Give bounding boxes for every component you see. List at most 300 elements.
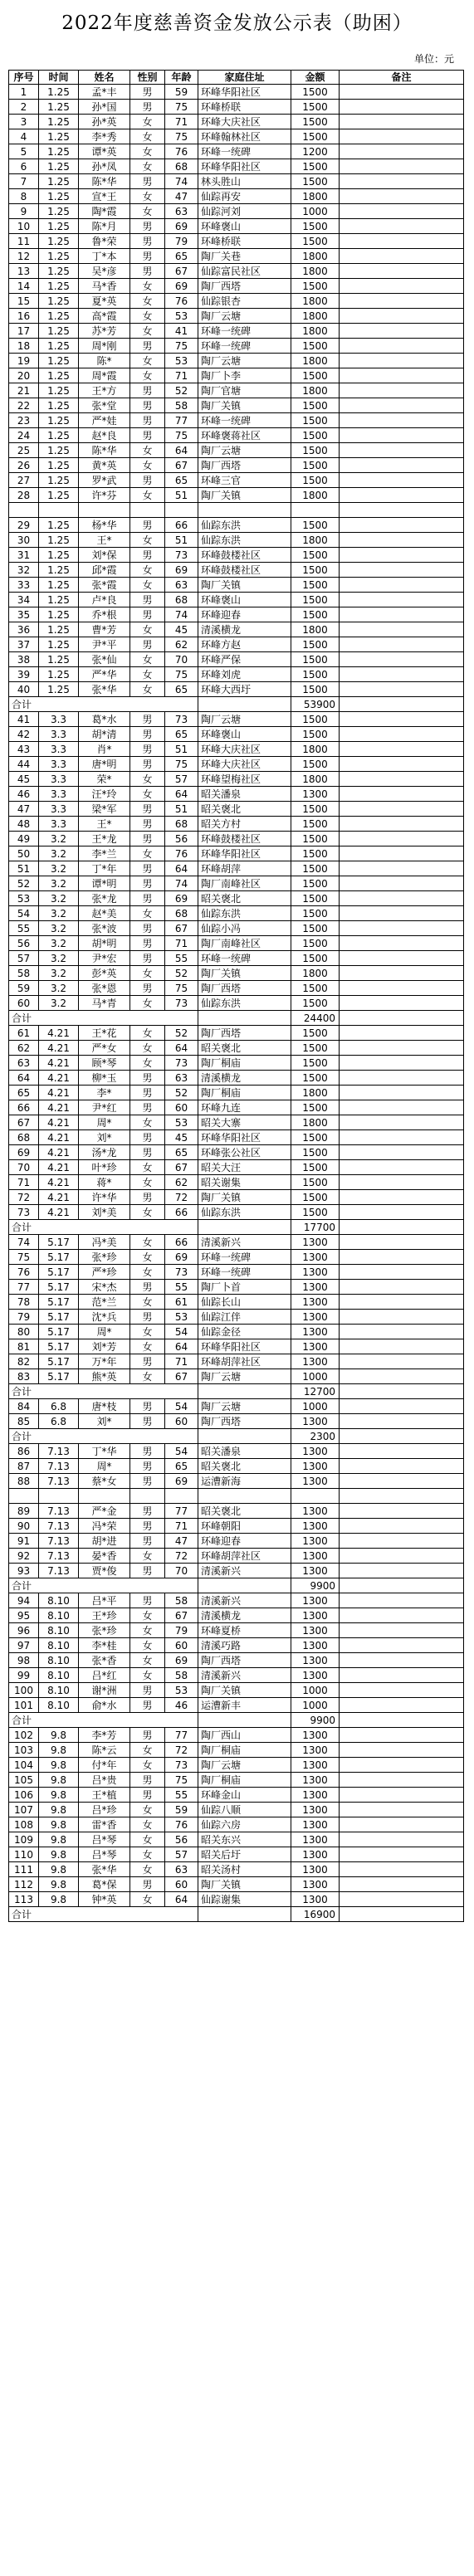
remark-cell (340, 1056, 464, 1071)
table-cell: 1.25 (39, 339, 79, 354)
table-row (9, 1160, 464, 1175)
table-cell: 75 (165, 339, 198, 354)
table-cell: 严*女 (79, 1041, 130, 1056)
table-cell: 1500 (291, 548, 340, 563)
table-row (9, 1205, 464, 1220)
table-cell: 1300 (291, 1250, 340, 1265)
table-cell: 3.2 (39, 921, 79, 936)
table-cell: 1.25 (39, 324, 79, 339)
table-cell: 男 (130, 607, 165, 622)
table-cell: 1500 (291, 1175, 340, 1190)
table-cell: 67 (165, 1369, 198, 1384)
table-cell: 1.25 (39, 294, 79, 309)
table-cell: 19 (9, 354, 39, 368)
table-row (9, 1026, 464, 1041)
table-cell: 男 (130, 383, 165, 398)
table-row (9, 622, 464, 637)
table-cell: 女 (130, 488, 165, 503)
table-cell: 清溪新兴 (198, 1235, 291, 1250)
table-cell: 女 (130, 1056, 165, 1071)
table-row (9, 1623, 464, 1638)
table-cell: 王* (79, 817, 130, 832)
table-cell: 69 (9, 1145, 39, 1160)
table-cell: 顾*琴 (79, 1056, 130, 1071)
table-cell: 1500 (291, 876, 340, 891)
table-cell: 1500 (291, 802, 340, 817)
table-cell: 77 (9, 1280, 39, 1295)
table-cell: 昭关谢集 (198, 1175, 291, 1190)
table-cell: 1800 (291, 249, 340, 264)
table-cell: 环峰桥联 (198, 234, 291, 249)
remark-cell (340, 249, 464, 264)
table-cell: 环峰夏桥 (198, 1623, 291, 1638)
table-cell: 1300 (291, 1638, 340, 1653)
table-cell: 3.2 (39, 981, 79, 996)
table-cell: 清溪巧路 (198, 1638, 291, 1653)
table-cell: 环峰九连 (198, 1100, 291, 1115)
table-cell: 男 (130, 428, 165, 443)
table-cell: 环峰一统碑 (198, 413, 291, 428)
table-cell: 仙踪金径 (198, 1325, 291, 1339)
table-cell: 仙踪银杏 (198, 294, 291, 309)
table-cell: 1500 (291, 473, 340, 488)
remark-cell (340, 1817, 464, 1832)
table-cell: 1800 (291, 1115, 340, 1130)
remark-cell (340, 309, 464, 324)
table-cell: 98 (9, 1653, 39, 1668)
table-cell: 唐*枝 (79, 1399, 130, 1414)
table-cell: 陶厂桐庙 (198, 1086, 291, 1100)
table-cell: 5 (9, 144, 39, 159)
table-row (9, 204, 464, 219)
table-cell: 5.17 (39, 1265, 79, 1280)
table-cell: 女 (130, 129, 165, 144)
table-cell: 1500 (291, 174, 340, 189)
table-cell: 71 (165, 936, 198, 951)
table-cell: 83 (9, 1369, 39, 1384)
table-cell: 9.8 (39, 1788, 79, 1803)
table-cell: 女 (130, 1325, 165, 1339)
table-cell: 陶厂西塔 (198, 981, 291, 996)
table-cell (9, 503, 39, 518)
remark-cell (340, 1907, 464, 1922)
table-row (9, 533, 464, 548)
table-row (9, 1444, 464, 1459)
table-cell: 鲁*荣 (79, 234, 130, 249)
table-cell: 女 (130, 578, 165, 593)
table-cell: 75 (165, 428, 198, 443)
table-row (9, 727, 464, 742)
table-cell: 1500 (291, 1205, 340, 1220)
table-cell: 刘*保 (79, 548, 130, 563)
table-cell: 67 (165, 1608, 198, 1623)
table-cell: 男 (130, 757, 165, 772)
table-cell: 64 (9, 1071, 39, 1086)
table-cell (130, 1489, 165, 1504)
table-cell: 1300 (291, 1773, 340, 1788)
table-cell: 8.10 (39, 1668, 79, 1683)
table-cell: 钟*英 (79, 1892, 130, 1907)
table-cell: 71 (165, 115, 198, 129)
table-cell: 86 (9, 1444, 39, 1459)
remark-cell (340, 1145, 464, 1160)
table-cell: 清溪横龙 (198, 622, 291, 637)
table-cell: 男 (130, 1773, 165, 1788)
table-cell: 42 (9, 727, 39, 742)
table-cell: 男 (130, 1100, 165, 1115)
table-cell: 1500 (291, 413, 340, 428)
table-cell: 1.25 (39, 309, 79, 324)
table-row (9, 1339, 464, 1354)
table-cell: 1.25 (39, 443, 79, 458)
table-cell: 93 (9, 1564, 39, 1578)
table-cell: 女 (130, 906, 165, 921)
table-cell: 1500 (291, 593, 340, 607)
table-cell: 1300 (291, 1354, 340, 1369)
remark-cell (340, 1384, 464, 1399)
table-cell: 66 (165, 1205, 198, 1220)
table-cell: 57 (165, 772, 198, 787)
table-cell (198, 1384, 291, 1399)
table-cell: 63 (165, 1071, 198, 1086)
table-cell: 环峰华阳社区 (198, 1130, 291, 1145)
table-cell: 男 (130, 1564, 165, 1578)
table-row (9, 368, 464, 383)
table-cell: 荣* (79, 772, 130, 787)
table-cell: 55 (165, 1280, 198, 1295)
table-cell: 胡*进 (79, 1534, 130, 1549)
remark-cell (340, 1593, 464, 1608)
table-cell: 3.2 (39, 996, 79, 1011)
spacer-row (9, 1489, 464, 1504)
table-cell: 范*兰 (79, 1295, 130, 1310)
table-cell: 74 (165, 607, 198, 622)
table-cell: 65 (165, 682, 198, 697)
table-row (9, 1862, 464, 1877)
table-cell: 22 (9, 398, 39, 413)
table-cell: 环峰华阳社区 (198, 159, 291, 174)
remark-cell (340, 682, 464, 697)
table-cell: 25 (9, 443, 39, 458)
remark-cell (340, 159, 464, 174)
remark-cell (340, 712, 464, 727)
table-cell: 48 (9, 817, 39, 832)
table-cell: 1500 (291, 339, 340, 354)
table-cell: 89 (9, 1504, 39, 1519)
table-cell: 1500 (291, 368, 340, 383)
table-cell: 54 (165, 1399, 198, 1414)
table-cell: 9 (9, 204, 39, 219)
table-cell: 孙*国 (79, 100, 130, 115)
table-cell: 1300 (291, 1444, 340, 1459)
remark-cell (340, 906, 464, 921)
table-cell: 74 (165, 174, 198, 189)
table-cell: 王*龙 (79, 832, 130, 846)
table-cell: 77 (165, 1728, 198, 1743)
table-cell: 吕*琴 (79, 1847, 130, 1862)
table-row (9, 443, 464, 458)
table-cell: 运漕新丰 (198, 1698, 291, 1713)
table-cell: 环峰大西圩 (198, 682, 291, 697)
relief-fund-table (8, 70, 464, 1922)
table-cell: 1500 (291, 1130, 340, 1145)
remark-cell (340, 1803, 464, 1817)
table-cell: 葛*水 (79, 712, 130, 727)
table-cell: 8.10 (39, 1683, 79, 1698)
remark-cell (340, 1175, 464, 1190)
table-cell: 陈*月 (79, 219, 130, 234)
table-cell: 52 (165, 1086, 198, 1100)
table-cell: 73 (9, 1205, 39, 1220)
remark-cell (340, 1310, 464, 1325)
table-cell: 49 (9, 832, 39, 846)
table-cell: 张*珍 (79, 1623, 130, 1638)
table-cell: 男 (130, 1519, 165, 1534)
remark-cell (340, 1728, 464, 1743)
table-cell: 1.25 (39, 159, 79, 174)
table-cell: 环峰褒蒋社区 (198, 428, 291, 443)
table-cell: 1200 (291, 144, 340, 159)
table-row (9, 1414, 464, 1429)
table-cell: 1500 (291, 981, 340, 996)
table-cell: 女 (130, 1549, 165, 1564)
table-cell: 53 (165, 1310, 198, 1325)
table-cell: 60 (165, 1100, 198, 1115)
subtotal-amount: 53900 (291, 697, 340, 712)
table-cell: 40 (9, 682, 39, 697)
remark-cell (340, 339, 464, 354)
table-cell: 1500 (291, 1026, 340, 1041)
table-cell: 11 (9, 234, 39, 249)
table-cell: 女 (130, 1862, 165, 1877)
table-cell: 女 (130, 682, 165, 697)
table-cell: 65 (165, 1145, 198, 1160)
table-cell: 陶厂云塘 (198, 354, 291, 368)
table-cell: 男 (130, 727, 165, 742)
table-row (9, 1369, 464, 1384)
table-cell: 107 (9, 1803, 39, 1817)
table-cell: 仙踪东洪 (198, 996, 291, 1011)
table-cell: 75 (9, 1250, 39, 1265)
remark-cell (340, 1564, 464, 1578)
table-cell: 5.17 (39, 1295, 79, 1310)
table-cell: 男 (130, 951, 165, 966)
table-row (9, 891, 464, 906)
remark-cell (340, 324, 464, 339)
remark-cell (340, 563, 464, 578)
table-cell: 71 (165, 1354, 198, 1369)
table-cell: 31 (9, 548, 39, 563)
remark-cell (340, 1653, 464, 1668)
table-cell: 李*兰 (79, 846, 130, 861)
table-row (9, 219, 464, 234)
table-cell: 女 (130, 1832, 165, 1847)
table-cell: 1.25 (39, 593, 79, 607)
table-cell: 昭关东兴 (198, 1832, 291, 1847)
table-cell: 67 (165, 458, 198, 473)
table-cell: 75 (165, 667, 198, 682)
remark-cell (340, 473, 464, 488)
table-row (9, 1175, 464, 1190)
table-row (9, 1115, 464, 1130)
table-cell: 1.25 (39, 488, 79, 503)
table-row (9, 1892, 464, 1907)
table-cell: 陶厂南峰社区 (198, 936, 291, 951)
table-cell: 刘*美 (79, 1205, 130, 1220)
table-row (9, 548, 464, 563)
remark-cell (340, 1504, 464, 1519)
table-cell: 1300 (291, 1295, 340, 1310)
table-cell: 男 (130, 1280, 165, 1295)
remark-cell (340, 144, 464, 159)
table-cell: 18 (9, 339, 39, 354)
table-row (9, 1788, 464, 1803)
table-cell: 69 (165, 1474, 198, 1489)
table-cell: 刘* (79, 1414, 130, 1429)
table-cell: 3.3 (39, 727, 79, 742)
table-cell: 32 (9, 563, 39, 578)
table-cell: 环峰大庆社区 (198, 757, 291, 772)
table-cell: 男 (130, 876, 165, 891)
table-cell: 4.21 (39, 1160, 79, 1175)
subtotal-row (9, 1220, 464, 1235)
table-row (9, 966, 464, 981)
table-cell: 张*龙 (79, 891, 130, 906)
table-cell: 昭关褒北 (198, 1459, 291, 1474)
table-row (9, 1130, 464, 1145)
table-cell: 4 (9, 129, 39, 144)
remark-cell (340, 936, 464, 951)
table-cell: 1300 (291, 787, 340, 802)
table-row (9, 144, 464, 159)
table-cell: 1300 (291, 1265, 340, 1280)
table-cell: 王*植 (79, 1788, 130, 1803)
table-cell: 罗*武 (79, 473, 130, 488)
table-cell: 58 (9, 966, 39, 981)
table-cell: 5.17 (39, 1354, 79, 1369)
table-cell: 昭关方村 (198, 817, 291, 832)
table-cell: 女 (130, 1892, 165, 1907)
table-cell: 1800 (291, 309, 340, 324)
table-cell: 陶厂云塘 (198, 443, 291, 458)
remark-cell (340, 1354, 464, 1369)
table-cell: 50 (9, 846, 39, 861)
remark-cell (340, 951, 464, 966)
table-row (9, 1564, 464, 1578)
table-cell: 冯*荣 (79, 1519, 130, 1534)
table-cell: 女 (130, 1817, 165, 1832)
subtotal-label: 合计 (9, 1907, 198, 1922)
table-cell: 环峰一统碑 (198, 1265, 291, 1280)
table-cell: 76 (165, 846, 198, 861)
table-cell: 孙*凤 (79, 159, 130, 174)
table-cell: 陶厂关巷 (198, 249, 291, 264)
table-cell: 男 (130, 398, 165, 413)
remark-cell (340, 1862, 464, 1877)
table-cell: 80 (9, 1325, 39, 1339)
remark-cell (340, 1638, 464, 1653)
table-cell: 王*方 (79, 383, 130, 398)
subtotal-row (9, 1907, 464, 1922)
table-cell: 58 (165, 1593, 198, 1608)
table-cell: 27 (9, 473, 39, 488)
table-cell: 1300 (291, 1832, 340, 1847)
table-cell: 女 (130, 354, 165, 368)
table-cell: 1.25 (39, 428, 79, 443)
subtotal-label: 合计 (9, 1011, 198, 1026)
table-cell: 7 (9, 174, 39, 189)
table-cell: 蒋* (79, 1175, 130, 1190)
table-cell: 67 (165, 921, 198, 936)
table-cell: 112 (9, 1877, 39, 1892)
table-cell: 高*霞 (79, 309, 130, 324)
table-cell: 101 (9, 1698, 39, 1713)
table-cell: 1300 (291, 1623, 340, 1638)
table-cell: 3.2 (39, 951, 79, 966)
table-cell: 陶厂关镇 (198, 1683, 291, 1698)
table-cell: 9.8 (39, 1817, 79, 1832)
table-cell: 65 (9, 1086, 39, 1100)
table-cell: 68 (165, 159, 198, 174)
remark-cell (340, 518, 464, 533)
table-cell: 56 (9, 936, 39, 951)
table-cell: 64 (165, 443, 198, 458)
table-cell (198, 503, 291, 518)
table-cell: 刘*芳 (79, 1339, 130, 1354)
table-row (9, 652, 464, 667)
table-cell: 3.2 (39, 861, 79, 876)
subtotal-label: 合计 (9, 1578, 198, 1593)
table-cell: 1300 (291, 1534, 340, 1549)
table-row (9, 1280, 464, 1295)
table-row (9, 174, 464, 189)
table-cell: 7.13 (39, 1474, 79, 1489)
table-cell: 9.8 (39, 1877, 79, 1892)
table-cell: 女 (130, 1369, 165, 1384)
table-cell: 环峰迎春 (198, 1534, 291, 1549)
table-cell: 71 (9, 1175, 39, 1190)
table-cell: 男 (130, 936, 165, 951)
table-cell: 1300 (291, 1758, 340, 1773)
remark-cell (340, 981, 464, 996)
table-cell: 63 (165, 1862, 198, 1877)
table-cell (198, 1907, 291, 1922)
table-cell: 女 (130, 1638, 165, 1653)
table-cell: 环峰翰林社区 (198, 129, 291, 144)
table-cell: 仙踪东洪 (198, 518, 291, 533)
table-cell: 张*珍 (79, 1250, 130, 1265)
table-cell: 38 (9, 652, 39, 667)
table-cell: 1300 (291, 1593, 340, 1608)
table-row (9, 742, 464, 757)
table-cell: 1500 (291, 578, 340, 593)
table-cell: 23 (9, 413, 39, 428)
table-cell: 唐*明 (79, 757, 130, 772)
table-cell: 105 (9, 1773, 39, 1788)
remark-cell (340, 921, 464, 936)
table-cell: 张*堂 (79, 398, 130, 413)
table-cell: 女 (130, 1758, 165, 1773)
table-row (9, 906, 464, 921)
remark-cell (340, 189, 464, 204)
table-cell: 69 (165, 891, 198, 906)
table-cell: 5.17 (39, 1339, 79, 1354)
table-cell: 仙踪谢集 (198, 1892, 291, 1907)
table-cell: 1.25 (39, 533, 79, 548)
table-cell: 4.21 (39, 1175, 79, 1190)
table-cell: 68 (165, 817, 198, 832)
table-cell: 1800 (291, 264, 340, 279)
